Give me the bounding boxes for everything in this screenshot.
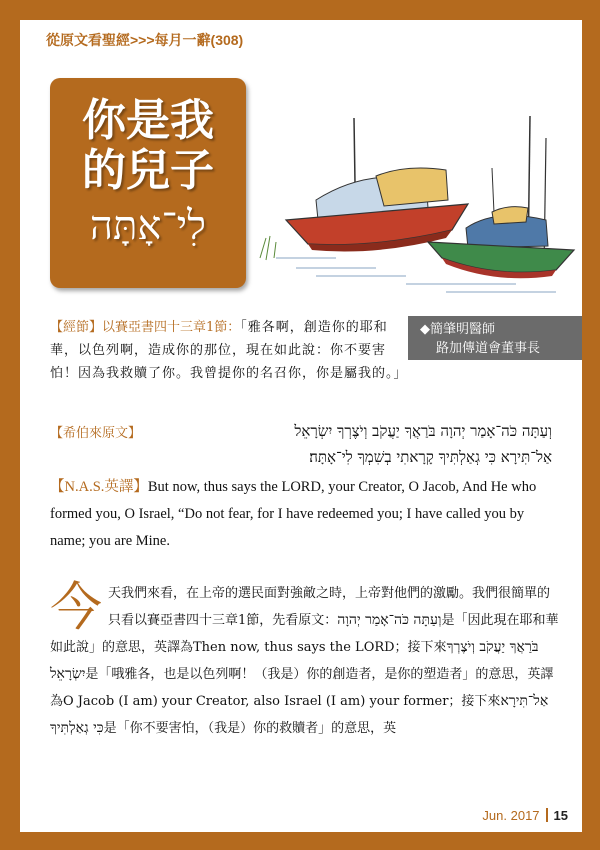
verse-text: 「雅各啊，創造你的耶和華，以色列啊，造成你的那位，現在如此說：你不要害怕！因為我救贖了你。我曾提你的名召你，你是屬我的。」 <box>50 320 408 381</box>
author-name: ◆簡肇明醫師 <box>420 322 495 337</box>
body-hebrew-2: בֹּרַאֲךָ יַעֲקֹב וְיֹצֶרְךָ יִשְׂרָאֵל <box>50 639 539 682</box>
hebrew-verse <box>232 418 552 470</box>
author-title: 路加傳道會董事長 <box>436 341 541 356</box>
verse-label: 【經節】 <box>50 320 103 335</box>
issue-date: Jun. 2017 <box>482 808 540 823</box>
body-sentence-3: 是「哦雅各，也是以色列啊！（我是）你的創造者，是你的塑造者」的意思，英譯為O Jacob (I am) your Creator, also Israel (I am) your former；接下來 <box>50 667 554 709</box>
dropcap: 今 <box>50 578 103 638</box>
body-hebrew-3: אַל־תִּירָא כִּי גְאַלְתִּיךָ <box>50 693 549 736</box>
body-sentence-1: 天我們來看，在上帝的選民面對強敵之時，上帝對他們的激勵。我們很簡單的只看以賽亞書四十三章1節，先看原文： <box>108 586 551 628</box>
title-hebrew: לִי־אָתָּה <box>90 203 206 249</box>
title-box <box>50 78 246 288</box>
page-number: 15 <box>553 808 568 823</box>
body-sentence-2: 是「因此現在耶和華如此說」的意思，英譯為Then now, thus says the LORD；接下來 <box>50 613 559 655</box>
magazine-page <box>20 20 582 832</box>
title-line-2: 的兒子 <box>82 145 214 196</box>
verse-reference: 以賽亞書四十三章1節： <box>102 320 241 335</box>
hebrew-verse-line-1: וְעַתָּה כֹּה־אָמַר יְהוָה בֹּרַאֲךָ יַעֲקֹב וְיֹצֶרְךָ יִשְׂרָאֵל <box>294 422 552 440</box>
hebrew-label: 【希伯來原文】 <box>50 426 142 441</box>
body-sentence-4: 是「你不要害怕，（我是）你的救贖者」的意思，英 <box>103 721 397 736</box>
page-footer <box>482 808 568 823</box>
footer-divider <box>546 808 548 822</box>
nas-label: 【N.A.S.英譯】 <box>50 479 148 495</box>
author-box <box>408 316 582 360</box>
breadcrumb: 從原文看聖經>>>每月一辭(308) <box>46 32 244 48</box>
nas-text: But now, thus says the LORD, your Creator, O Jacob, And He who formed you, O Israel, “Do not fear, for I have redeemed you; I have called you by name; you are Mine. <box>50 479 537 549</box>
boats-illustration <box>256 108 578 308</box>
nas-translation <box>50 474 560 555</box>
article-body <box>50 580 562 742</box>
body-hebrew-1: וְעַתָּה כֹּה־אָמַר יְהוָה <box>337 612 442 628</box>
verse-section <box>50 316 408 385</box>
hebrew-verse-line-2: אַל־תִּירָא כִּי גְאַלְתִּיךָ קָרָאתִי בְשִׁמְךָ לִי־אָתָּה׃ <box>309 448 552 466</box>
title-line-1: 你是我 <box>82 95 214 146</box>
